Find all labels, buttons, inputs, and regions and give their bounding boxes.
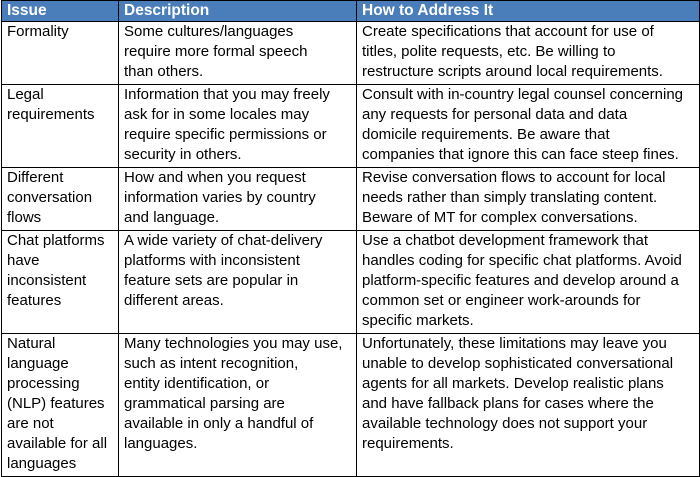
header-row (2, 1, 700, 22)
table-row (2, 85, 700, 168)
localization-issues-table (1, 0, 700, 477)
issue-cell: Natural language processing (NLP) features are not available for all languages (2, 334, 119, 477)
header-issue: Issue (2, 1, 119, 22)
table-row (2, 334, 700, 477)
table-row (2, 231, 700, 334)
table-row (2, 22, 700, 85)
issue-cell: Formality (2, 22, 119, 85)
address-cell: Unfortunately, these limitations may leave you unable to develop sophisticated conversational agents for all markets. Develop realistic plans and have fallback plans for cases where the available technology does not support your requirements. (357, 334, 700, 477)
description-cell: Some cultures/languages require more formal speech than others. (119, 22, 357, 85)
issue-cell: Chat platforms have inconsistent features (2, 231, 119, 334)
issue-cell: Legal requirements (2, 85, 119, 168)
table-row (2, 168, 700, 231)
description-cell: Information that you may freely ask for in some locales may require specific permissions or security in others. (119, 85, 357, 168)
description-cell: How and when you request information varies by country and language. (119, 168, 357, 231)
header-how-to-address: How to Address It (357, 1, 700, 22)
address-cell: Consult with in-country legal counsel concerning any requests for personal data and data domicile requirements. Be aware that companies that ignore this can face steep fines. (357, 85, 700, 168)
address-cell: Create specifications that account for use of titles, polite requests, etc. Be willing to restructure scripts around local requirements. (357, 22, 700, 85)
address-cell: Use a chatbot development framework that handles coding for specific chat platforms. Avoid platform-specific features and develop around a common set or engineer work-arounds for specific markets. (357, 231, 700, 334)
header-description: Description (119, 1, 357, 22)
issue-cell: Different conversation flows (2, 168, 119, 231)
description-cell: A wide variety of chat-delivery platforms with inconsistent feature sets are popular in different areas. (119, 231, 357, 334)
address-cell: Revise conversation flows to account for local needs rather than simply translating content. Beware of MT for complex conversations. (357, 168, 700, 231)
description-cell: Many technologies you may use, such as intent recognition, entity identification, or grammatical parsing are available in only a handful of languages. (119, 334, 357, 477)
